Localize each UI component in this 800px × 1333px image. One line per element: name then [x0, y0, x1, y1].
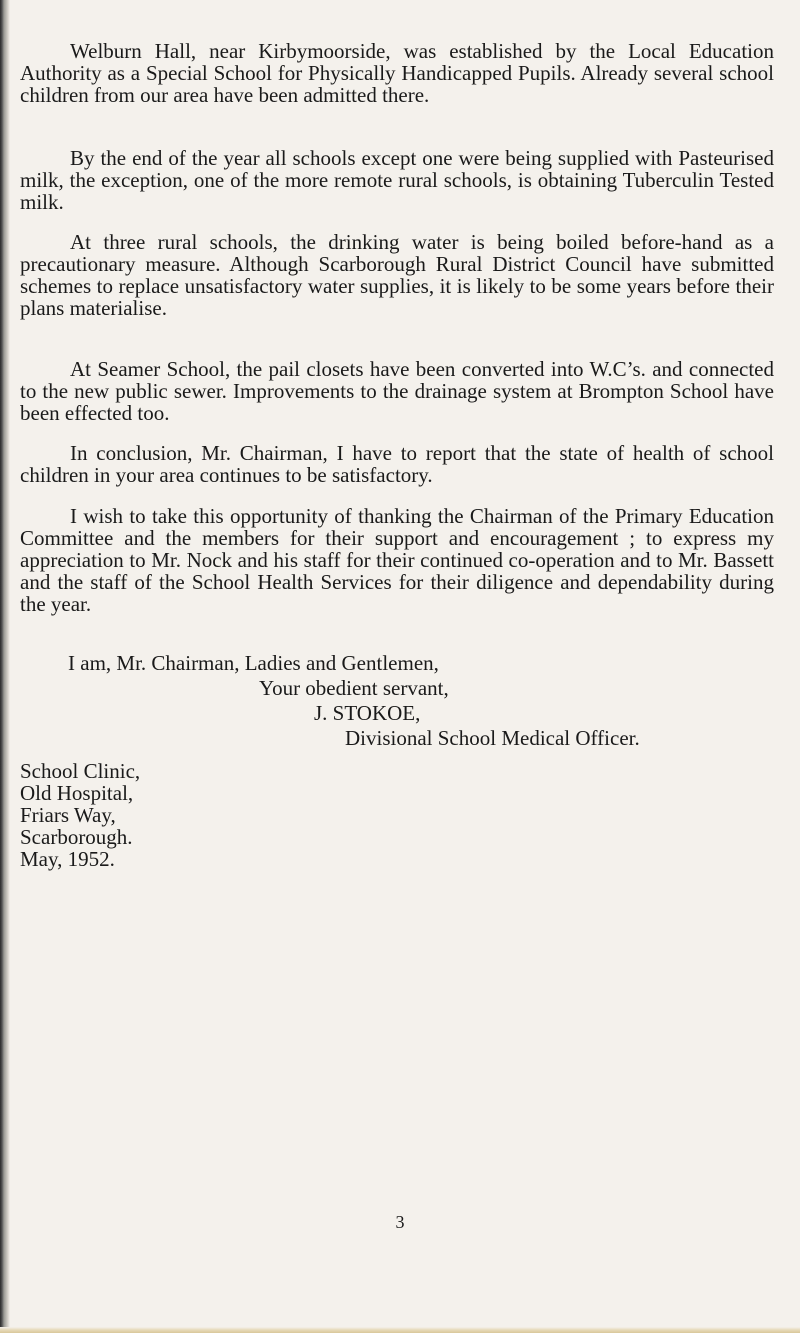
- address-date: May, 1952.: [20, 847, 115, 871]
- closing-salutation: I am, Mr. Chairman, Ladies and Gentlemen,: [68, 651, 439, 675]
- signatory-title: Divisional School Medical Officer.: [345, 726, 640, 750]
- address-line: Friars Way,: [20, 803, 116, 827]
- paragraph-milk-supply: By the end of the year all schools except one were being supplied with Pasteurised milk, the exception, one of the more remote rural schools, is obtaining Tuberculin Tested milk.: [20, 146, 774, 214]
- closing-sign-off: Your obedient servant,: [259, 676, 449, 700]
- page-binding-edge: [0, 0, 10, 1333]
- paragraph-seamer-school: At Seamer School, the pail closets have been converted into W.C’s. and connected to the new public sewer. Improvements to the drainage system at Brompton School have been effected too.: [20, 357, 774, 425]
- paragraph-thanks: I wish to take this opportunity of thanking the Chairman of the Primary Education Committee and the members for their support and encouragement ; to express my appreciation to Mr. Nock and his staff for their continued co-operation and to Mr. Bassett and the staff of the School Health Services for their diligence and dependability during the year.: [20, 504, 774, 616]
- address-line: Scarborough.: [20, 825, 133, 849]
- paragraph-drinking-water: At three rural schools, the drinking water is being boiled before-hand as a precautionary measure. Although Scarborough Rural District Council have submitted schemes to replace unsatisfactory water supplies, it is likely to be some years before their plans materialise.: [20, 230, 774, 320]
- address-line: Old Hospital,: [20, 781, 134, 805]
- page-number: 3: [395, 1212, 405, 1232]
- paragraph-welburn-hall: Welburn Hall, near Kirbymoorside, was established by the Local Education Authority as a Special School for Physically Handicapped Pupils. Already several school children from our area have been admitted there.: [20, 39, 774, 107]
- page-bottom-edge: [0, 1327, 800, 1333]
- paragraph-conclusion: In conclusion, Mr. Chairman, I have to report that the state of health of school children in your area continues to be satisfactory.: [20, 441, 774, 487]
- address-block: [20, 760, 140, 870]
- signatory-name: J. STOKOE,: [314, 701, 421, 725]
- address-line: School Clinic,: [20, 759, 141, 783]
